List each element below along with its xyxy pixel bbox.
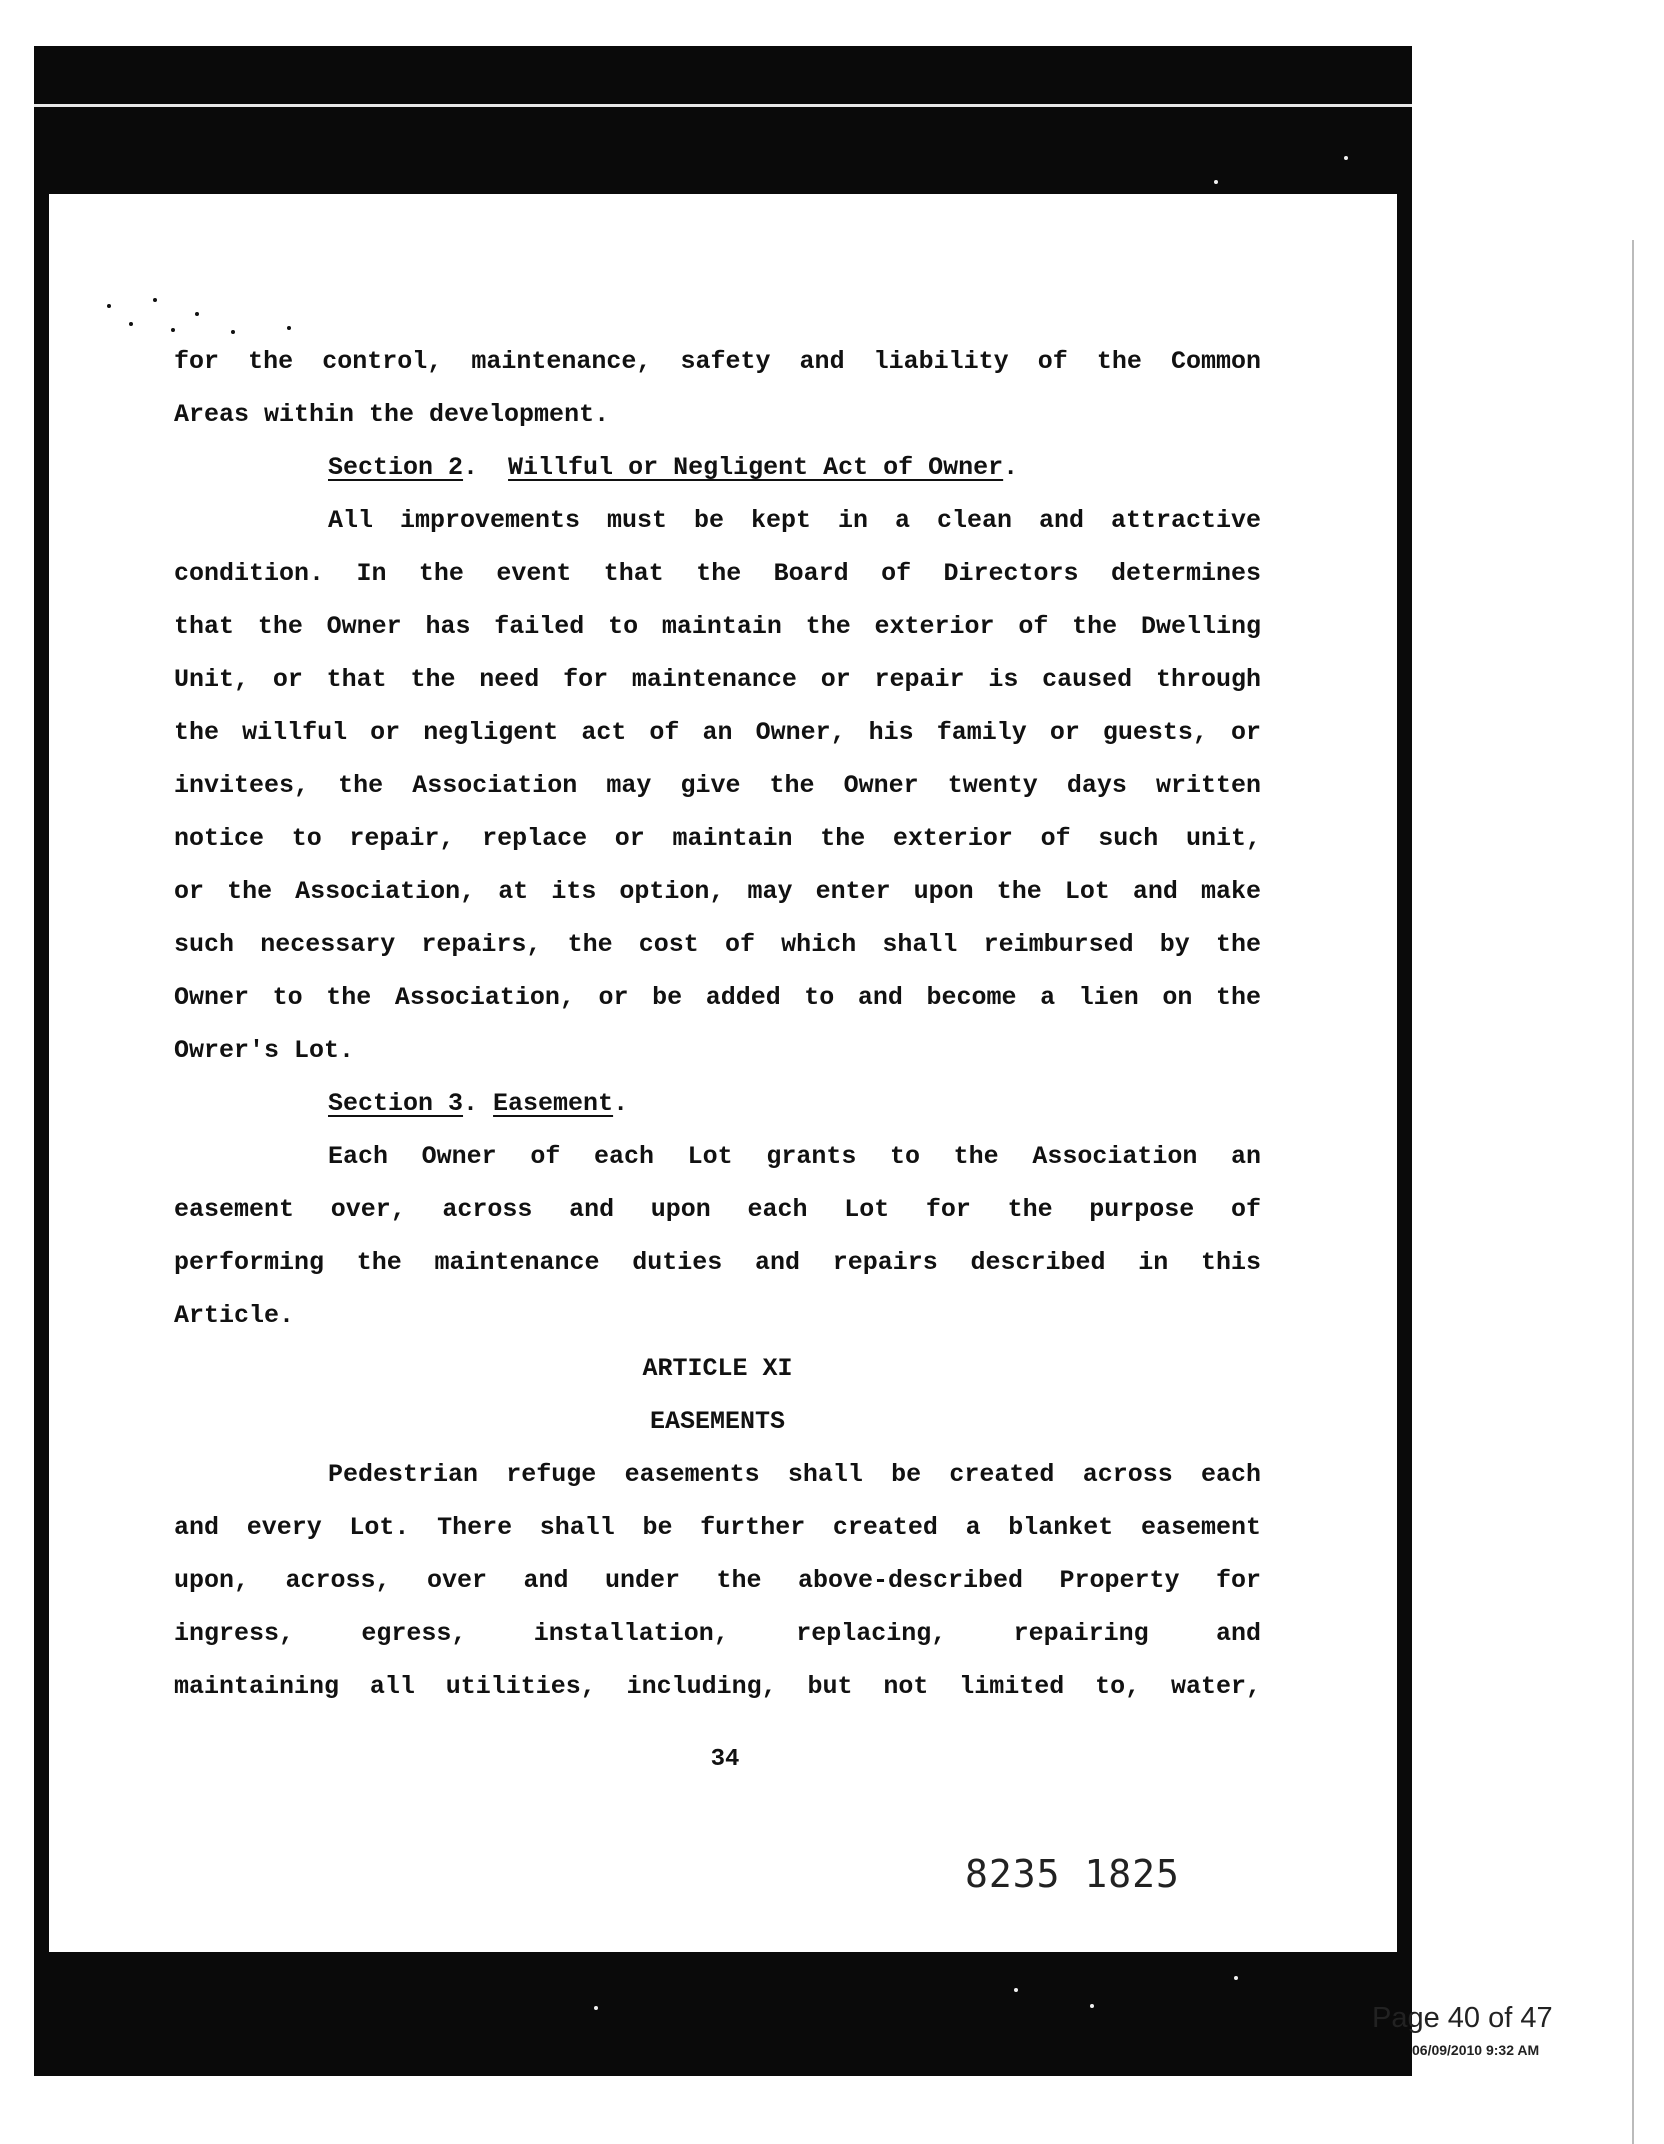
scan-speck	[594, 2006, 598, 2010]
scan-speck	[231, 330, 235, 334]
scan-speck	[1344, 156, 1348, 160]
article-number: ARTICLE XI	[642, 1354, 793, 1383]
scan-speck	[153, 298, 157, 302]
scan-speck	[1234, 1976, 1238, 1980]
section-title: Willful or Negligent Act of Owner	[508, 453, 1004, 482]
scan-speck	[171, 328, 175, 332]
text-line: easement over, across and upon each Lot for the purpose of	[174, 1195, 1261, 1224]
text-line: invitees, the Association may give the Owner twenty days written	[174, 771, 1261, 800]
text-line: maintaining all utilities, including, but not limited to, water,	[174, 1672, 1261, 1701]
section-label: Section 3	[328, 1089, 464, 1118]
scan-speck	[107, 304, 111, 308]
paragraph-easements	[174, 1448, 1261, 1713]
scan-speck	[129, 322, 133, 326]
scan-speck	[1014, 1988, 1018, 1992]
page-edge-line	[1632, 240, 1634, 2144]
text-line: Unit, or that the need for maintenance or repair is caused through	[174, 665, 1261, 694]
section-heading-3: Section 3. Easement.	[328, 1089, 629, 1118]
text-line: the willful or negligent act of an Owner, his family or guests, or	[174, 718, 1261, 747]
scan-speck	[287, 326, 291, 330]
text-line: performing the maintenance duties and repairs described in this	[174, 1248, 1261, 1277]
scan-speck	[1090, 2004, 1094, 2008]
top-rule	[34, 104, 1412, 107]
scan-speck	[195, 312, 199, 316]
text-line: for the control, maintenance, safety and liability of the Common	[174, 347, 1261, 376]
text-line: Owrer's Lot.	[174, 1036, 355, 1065]
text-line: All improvements must be kept in a clean and attractive	[328, 506, 1261, 535]
text-line: upon, across, over and under the above-described Property for	[174, 1566, 1261, 1595]
page-number: 34	[710, 1746, 740, 1773]
text-line: Owner to the Association, or be added to and become a lien on the	[174, 983, 1261, 1012]
text-line: Areas within the development.	[174, 400, 610, 429]
text-line: Pedestrian refuge easements shall be created across each	[328, 1460, 1261, 1489]
text-line: Article.	[174, 1301, 295, 1330]
text-line: ingress, egress, installation, replacing, repairing and	[174, 1619, 1261, 1648]
document-body	[174, 335, 1261, 1713]
page-counter: Page 40 of 47	[1372, 2002, 1553, 2034]
text-line: and every Lot. There shall be further created a blanket easement	[174, 1513, 1261, 1542]
section-title: Easement	[493, 1089, 614, 1118]
text-line: such necessary repairs, the cost of which shall reimbursed by the	[174, 930, 1261, 959]
text-line: notice to repair, replace or maintain the exterior of such unit,	[174, 824, 1261, 853]
book-page-stamp: 8235 1825	[965, 1852, 1180, 1896]
text-line: or the Association, at its option, may enter upon the Lot and make	[174, 877, 1261, 906]
paragraph-common-areas	[174, 335, 1261, 441]
section-label: Section 2	[328, 453, 464, 482]
paragraph-section-2	[174, 494, 1261, 1077]
text-line: that the Owner has failed to maintain the exterior of the Dwelling	[174, 612, 1261, 641]
text-line: condition. In the event that the Board of Directors determines	[174, 559, 1261, 588]
article-title: EASEMENTS	[649, 1407, 786, 1436]
timestamp: 06/09/2010 9:32 AM	[1412, 2042, 1540, 2058]
paragraph-section-3	[174, 1130, 1261, 1342]
scan-speck	[1214, 180, 1218, 184]
text-line: Each Owner of each Lot grants to the Association an	[328, 1142, 1261, 1171]
section-heading-2: Section 2. Willful or Negligent Act of Owner.	[328, 453, 1019, 482]
